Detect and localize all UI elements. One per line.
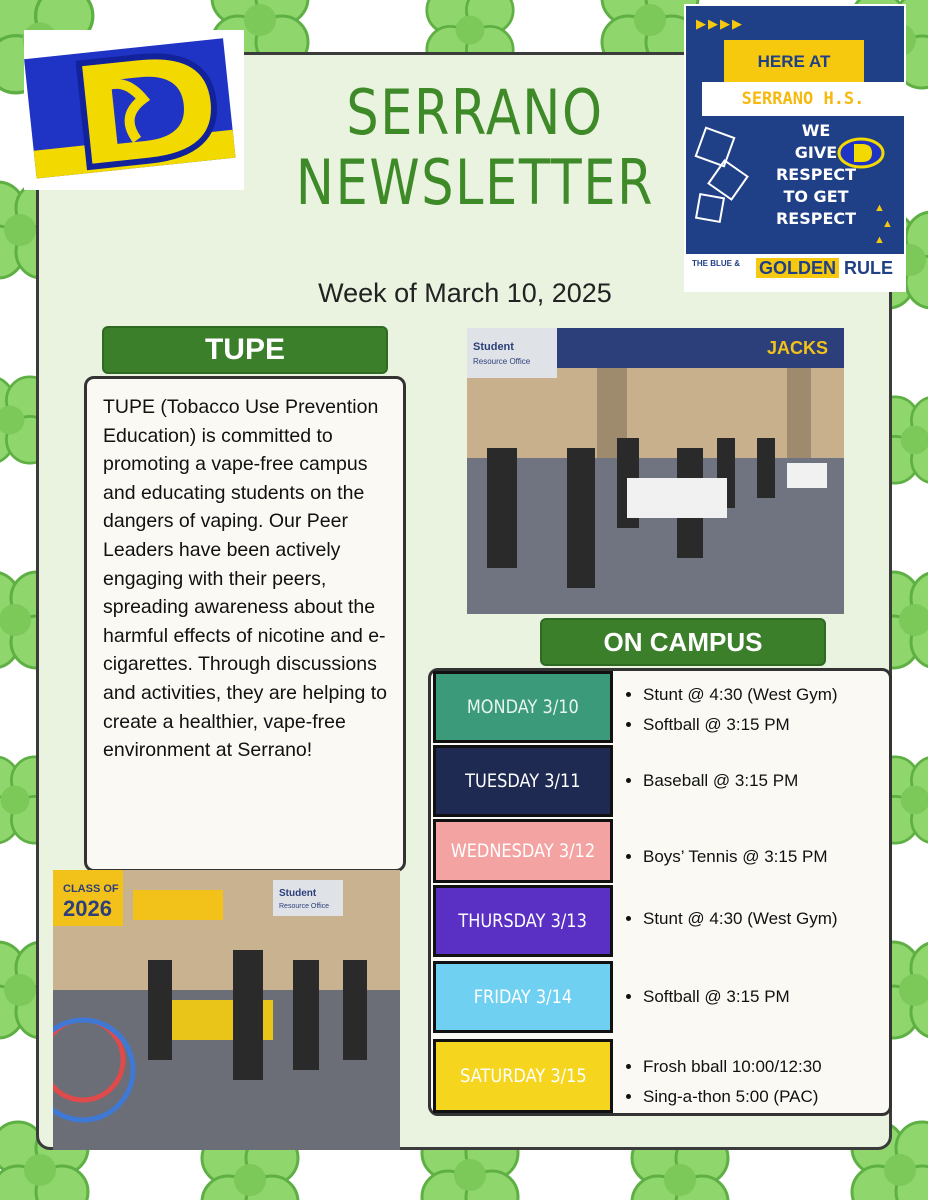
photo-sign-line1: Student (473, 341, 514, 353)
serrano-d-logo (24, 30, 244, 190)
poster-golden: GOLDEN (756, 258, 839, 278)
arrow-icons: ▶▶▶▶ (696, 16, 744, 31)
event-item: • Sing-a-thon 5:00 (PAC) (643, 1087, 887, 1107)
poster-msg-we: WE (801, 121, 831, 140)
photo-class-line1: CLASS OF (63, 883, 119, 895)
triangle-icon: ▲ (874, 202, 885, 214)
day-tuesday (433, 745, 613, 817)
event-item: • Frosh bball 10:00/12:30 (643, 1057, 887, 1077)
event-item: • Stunt @ 4:30 (West Gym) (643, 909, 887, 929)
campus-photo-bottom (53, 870, 400, 1150)
day-label: WEDNESDAY 3/12 (450, 840, 596, 862)
newsletter-title (291, 76, 660, 220)
events-thursday (627, 909, 887, 939)
day-label: THURSDAY 3/13 (458, 910, 588, 932)
on-campus-heading: ON CAMPUS (540, 618, 826, 666)
triangle-icon: ▲ (882, 218, 893, 230)
photo-class-line2: 2026 (63, 896, 112, 921)
poster-footer-small: THE BLUE & (692, 259, 740, 268)
poster-msg-respect: RESPECT (775, 165, 857, 184)
day-friday (433, 961, 613, 1033)
poster-school-name: SERRANO H.S. (702, 82, 904, 116)
poster-here-at: HERE AT (724, 40, 864, 84)
day-label: TUESDAY 3/11 (465, 770, 581, 792)
campus-photo-top (467, 328, 844, 614)
event-item: • Stunt @ 4:30 (West Gym) (643, 685, 887, 705)
poster-msg-to-get: TO GET (783, 187, 849, 206)
photo-sign-line2: Resource Office (473, 357, 531, 366)
respect-poster (686, 6, 904, 290)
events-tuesday (627, 771, 887, 801)
day-label: SATURDAY 3/15 (459, 1065, 587, 1087)
day-thursday (433, 885, 613, 957)
tupe-heading: TUPE (102, 326, 388, 374)
event-item: • Baseball @ 3:15 PM (643, 771, 887, 791)
title-line-serrano: SERRANO (346, 76, 604, 149)
events-saturday (627, 1057, 887, 1117)
poster-footer (686, 254, 904, 290)
day-label: FRIDAY 3/14 (473, 986, 573, 1008)
events-wednesday (627, 847, 887, 877)
photo-banner-text: JACKS (767, 338, 829, 358)
event-item: • Softball @ 3:15 PM (643, 715, 887, 735)
week-date: Week of March 10, 2025 (318, 278, 612, 308)
poster-msg-give: GIVE (794, 143, 838, 162)
weekly-schedule (428, 668, 892, 1116)
poster-msg-respect-2: RESPECT (775, 209, 857, 228)
photo-sign-line1: Student (279, 888, 317, 899)
tupe-text-box: TUPE (Tobacco Use Prevention Education) is committed to promoting a vape-free campus and educating students on the dangers of vaping. Our Peer Leaders have been actively engaging with their peers, spreading awareness about the harmful effects of nicotine and e-cigarettes. Through discussions and activities, they are helping to create a healthier, vape-free environment at Serrano! (84, 376, 406, 872)
day-saturday (433, 1039, 613, 1113)
poster-rule: RULE (844, 258, 894, 278)
day-monday (433, 671, 613, 743)
event-item: • Boys’ Tennis @ 3:15 PM (643, 847, 887, 867)
small-d-logo (836, 136, 886, 170)
day-label: MONDAY 3/10 (467, 696, 579, 718)
events-friday (627, 987, 887, 1017)
title-line-newsletter: NEWSLETTER (295, 146, 655, 219)
triangle-icon: ▲ (874, 234, 885, 246)
day-wednesday (433, 819, 613, 883)
event-item: • Softball @ 3:15 PM (643, 987, 887, 1007)
poster-footer-big (756, 258, 893, 279)
photo-sign-line2: Resource Office (279, 903, 330, 910)
events-monday (627, 685, 887, 745)
